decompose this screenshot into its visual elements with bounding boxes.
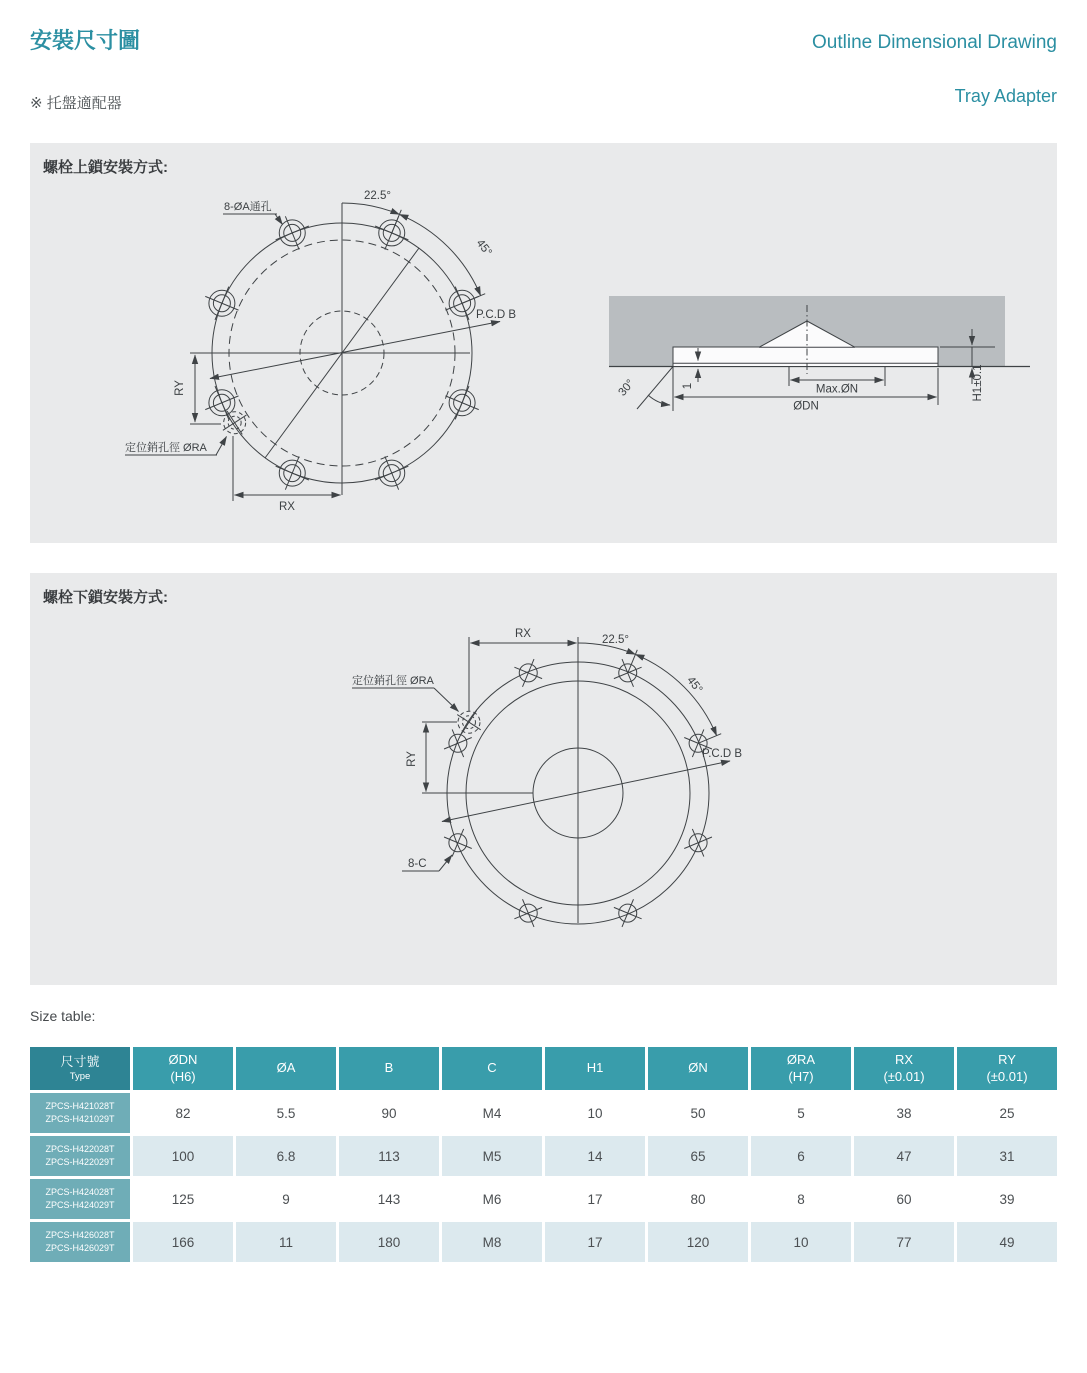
column-header-ry: RY (±0.01) [957, 1047, 1057, 1090]
ry-label: RY [174, 380, 186, 396]
holes-label: 8-ØA通孔 [224, 201, 272, 213]
holes-leader [275, 214, 283, 225]
row-type-cell: ZPCS-H426028T ZPCS-H426029T [30, 1222, 130, 1262]
dn-label: ØDN [793, 400, 819, 413]
page-subtitle-zh: ※ 托盤適配器 [30, 95, 122, 112]
column-header-rx: RX (±0.01) [854, 1047, 954, 1090]
table-cell: 125 [133, 1179, 233, 1219]
arc-45 [635, 654, 716, 735]
table-cell: 11 [236, 1222, 336, 1262]
bottom-mount-drawing [30, 573, 1057, 985]
table-cell: M4 [442, 1093, 542, 1133]
column-header-h1: H1 [545, 1047, 645, 1090]
table-cell: M8 [442, 1222, 542, 1262]
angle-45-label: 45° [684, 674, 705, 696]
table-cell: 180 [339, 1222, 439, 1262]
step-label: 1 [682, 382, 694, 390]
table-cell: 9 [236, 1179, 336, 1219]
column-header-c: C [442, 1047, 542, 1090]
table-cell: 39 [957, 1179, 1057, 1219]
chamfer-arc [648, 395, 670, 405]
table-cell: M5 [442, 1136, 542, 1176]
pcd-label: P.C.D B [702, 748, 743, 760]
pin-leader [434, 688, 459, 712]
table-cell: 143 [339, 1179, 439, 1219]
table-cell: 65 [648, 1136, 748, 1176]
table-cell: 10 [545, 1093, 645, 1133]
table-cell: 5 [751, 1093, 851, 1133]
table-cell: 6 [751, 1136, 851, 1176]
pin-leader [216, 437, 227, 456]
row-type-cell: ZPCS-H422028T ZPCS-H422029T [30, 1136, 130, 1176]
table-cell: 166 [133, 1222, 233, 1262]
row-type-cell: ZPCS-H424028T ZPCS-H424029T [30, 1179, 130, 1219]
table-cell: 8 [751, 1179, 851, 1219]
table-cell: 25 [957, 1093, 1057, 1133]
table-cell: 17 [545, 1179, 645, 1219]
panel-bolt-bottom-mount [30, 573, 1057, 985]
ry-label: RY [406, 751, 418, 767]
rx-label: RX [279, 501, 295, 513]
table-cell: 47 [854, 1136, 954, 1176]
arc-45 [399, 214, 480, 295]
top-mount-drawing [30, 143, 1057, 543]
table-cell: 17 [545, 1222, 645, 1262]
column-header-ra: ØRA (H7) [751, 1047, 851, 1090]
table-cell: M6 [442, 1179, 542, 1219]
table-cell: 120 [648, 1222, 748, 1262]
pin-label: 定位銷孔徑 ØRA [352, 675, 434, 687]
column-header-a: ØA [236, 1047, 336, 1090]
table-cell: 100 [133, 1136, 233, 1176]
row-type-cell: ZPCS-H421028T ZPCS-H421029T [30, 1093, 130, 1133]
arc-22-5 [342, 203, 399, 214]
table-cell: 50 [648, 1093, 748, 1133]
table-cell: 90 [339, 1093, 439, 1133]
thread-leader [439, 855, 452, 871]
table-cell: 80 [648, 1179, 748, 1219]
column-header-b: B [339, 1047, 439, 1090]
pcd-line [210, 322, 500, 379]
table-cell: 113 [339, 1136, 439, 1176]
pcd-label: P.C.D B [476, 309, 517, 321]
max-n-label: Max.ØN [815, 383, 859, 396]
table-cell: 31 [957, 1136, 1057, 1176]
table-cell: 49 [957, 1222, 1057, 1262]
table-cell: 38 [854, 1093, 954, 1133]
table-cell: 6.8 [236, 1136, 336, 1176]
angle-22-5-label: 22.5° [364, 190, 391, 202]
table-cell: 82 [133, 1093, 233, 1133]
table-cell: 5.5 [236, 1093, 336, 1133]
angle-22-5-label: 22.5° [602, 634, 629, 646]
panel-bottom-title: 螺栓下鎖安裝方式: [43, 589, 168, 606]
column-header-dn: ØDN (H6) [133, 1047, 233, 1090]
pcd-line [442, 761, 730, 822]
pin-label: 定位銷孔徑 ØRA [125, 442, 207, 454]
chamfer-line [637, 367, 673, 410]
table-cell: 77 [854, 1222, 954, 1262]
angle-45-label: 45° [473, 237, 494, 259]
table-cell: 14 [545, 1136, 645, 1176]
panel-top-title: 螺栓上鎖安裝方式: [43, 159, 168, 176]
page-title-en: Outline Dimensional Drawing [812, 32, 1057, 53]
column-header-type: 尺寸號 Type [30, 1047, 130, 1090]
h1-label: H1±0.1 [972, 364, 984, 402]
table-cell: 60 [854, 1179, 954, 1219]
column-header-n: ØN [648, 1047, 748, 1090]
thread-label: 8-C [408, 858, 427, 870]
table-cell: 10 [751, 1222, 851, 1262]
page-subtitle-en: Tray Adapter [954, 86, 1057, 106]
panel-bolt-top-mount [30, 143, 1057, 543]
rx-label: RX [515, 628, 531, 640]
size-table [30, 1047, 1057, 1262]
chamfer-label: 30° [616, 377, 637, 399]
page-title: 安裝尺寸圖 [30, 28, 141, 53]
size-table-label: Size table: [30, 1008, 96, 1024]
